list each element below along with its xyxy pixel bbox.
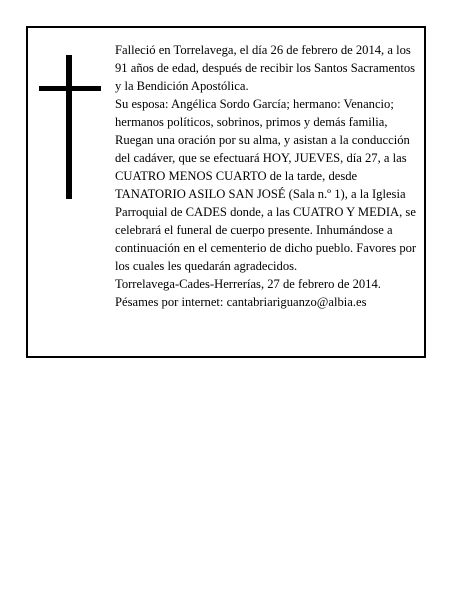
place-and-date: Torrelavega-Cades-Herrerías, 27 de febrero de 2014. <box>115 277 381 291</box>
obituary-notice <box>26 26 426 358</box>
cross-vertical-bar <box>66 55 72 199</box>
family-list: Su esposa: Angélica Sordo García; hermano: Venancio; hermanos políticos, sobrinos, primos y demás familia, <box>115 97 394 129</box>
condolences-line: Pésames por internet: cantabriariguanzo@albia.es <box>115 295 367 309</box>
funeral-details: Ruegan una oración por su alma, y asistan a la conducción del cadáver, que se efectuará HOY, JUEVES, día 27, a las CUATRO MENOS CUARTO de la tarde, desde TANATORIO ASILO SAN JOSÉ (Sala n.º 1), a la Iglesia Parroquial de CADES donde, a las CUATRO Y MEDIA, se celebrará el funeral de cuerpo presente. Inhumándose a continuación en el cementerio de dicho pueblo. Favores por los cuales les quedarán agradecidos. <box>115 133 417 273</box>
notice-text <box>115 41 419 311</box>
cross-icon <box>39 55 101 199</box>
death-announcement: Falleció en Torrelavega, el día 26 de febrero de 2014, a los 91 años de edad, después de recibir los Santos Sacramentos y la Bendición Apostólica. <box>115 43 416 93</box>
cross-horizontal-bar <box>39 86 101 91</box>
